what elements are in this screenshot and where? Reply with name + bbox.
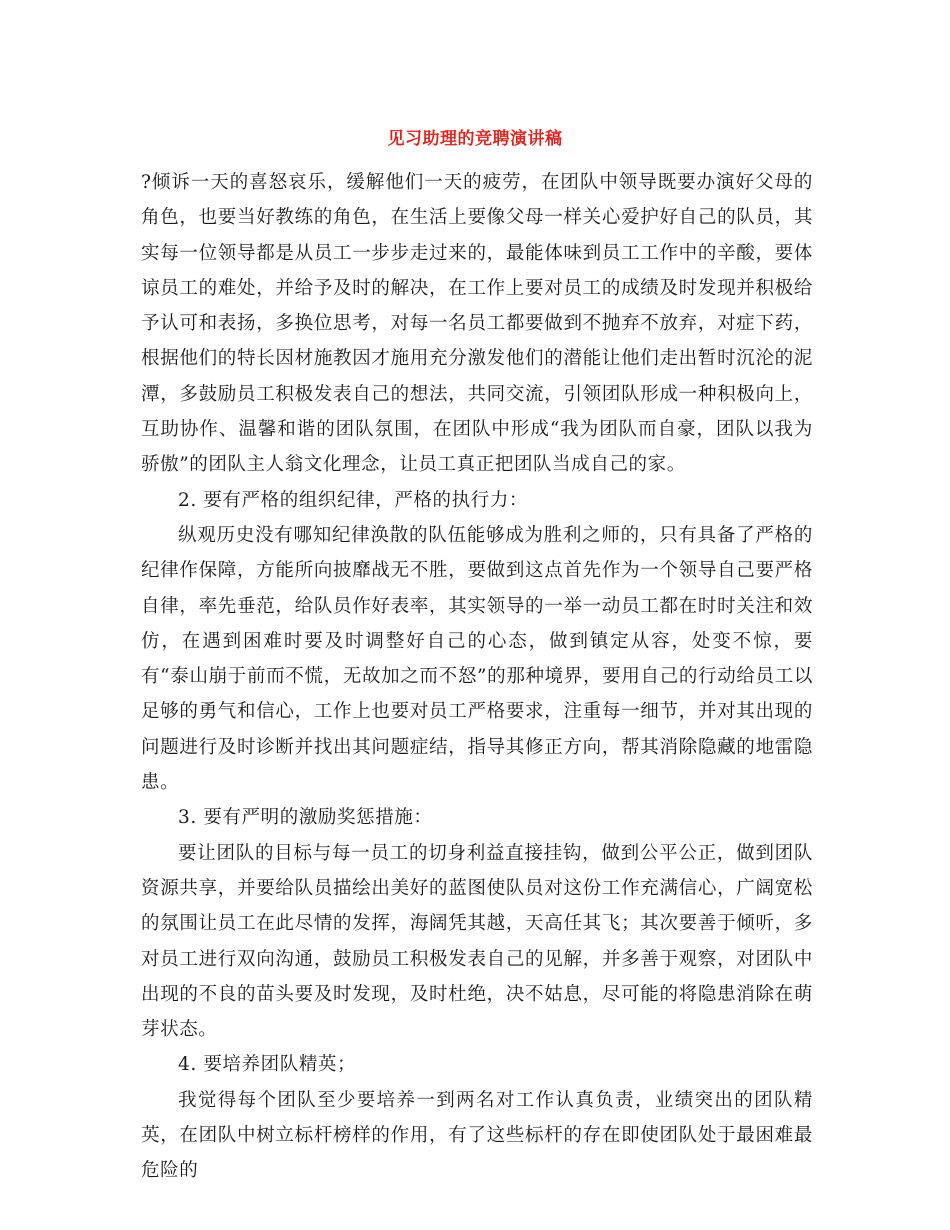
heading-2: 2. 要有严格的组织纪律，严格的执行力：	[178, 489, 529, 511]
document-body	[141, 165, 813, 1189]
paragraph-4: 我觉得每个团队至少要培养一到两名对工作认真负责，业绩突出的团队精英，在团队中树立标杆榜样的作用，有了这些标杆的存在即使团队处于最困难最危险的	[141, 1089, 813, 1182]
paragraph-3: 要让团队的目标与每一员工的切身利益直接挂钩，做到公平公正，做到团队资源共享，并要给队员描绘出美好的蓝图使队员对这份工作充满信心，广阔宽松的氛围让员工在此尽情的发挥，海阔凭其越，天高任其飞；其次要善于倾听，多对员工进行双向沟通，鼓励员工积极发表自己的见解，并多善于观察，对团队中出现的不良的苗头要及时发现，及时杜绝，决不姑息，尽可能的将隐患消除在萌芽状态。	[141, 842, 813, 1041]
document-title: 见习助理的竞聘演讲稿	[387, 129, 563, 149]
heading-3: 3. 要有严明的激励奖惩措施：	[178, 807, 433, 829]
paragraph-1: ?倾诉一天的喜怒哀乐，缓解他们一天的疲劳，在团队中领导既要办演好父母的角色，也要当好教练的角色，在生活上要像父母一样关心爱护好自己的队员，其实每一位领导都是从员工一步步走过来的，最能体味到员工工作中的辛酸，要体谅员工的难处，并给予及时的解决，在工作上要对员工的成绩及时发现并积极给予认可和表扬，多换位思考，对每一名员工都要做到不抛弃不放弃，对症下药，根据他们的特长因材施教因才施用充分激发他们的潜能让他们走出暂时沉沦的泥潭，多鼓励员工积极发表自己的想法，共同交流，引领团队形成一种积极向上，互助协作、温馨和谐的团队氛围，在团队中形成“我为团队而自豪，团队以我为骄傲”的团队主人翁文化理念，让员工真正把团队当成自己的家。	[141, 172, 813, 476]
paragraph-2: 纵观历史没有哪知纪律涣散的队伍能够成为胜利之师的，只有具备了严格的纪律作保障，方能所向披靡战无不胜，要做到这点首先作为一个领导自己要严格自律，率先垂范，给队员作好表率，其实领导的一举一动员工都在时时关注和效仿，在遇到困难时要及时调整好自己的心态，做到镇定从容，处变不惊，要有“泰山崩于前而不慌，无故加之而不怒”的那种境界，要用自己的行动给员工以足够的勇气和信心，工作上也要对员工严格要求，注重每一细节，并对其出现的问题进行及时诊断并找出其问题症结，指导其修正方向，帮其消除隐藏的地雷隐患。	[141, 524, 813, 794]
heading-4: 4. 要培养团队精英；	[178, 1054, 357, 1076]
